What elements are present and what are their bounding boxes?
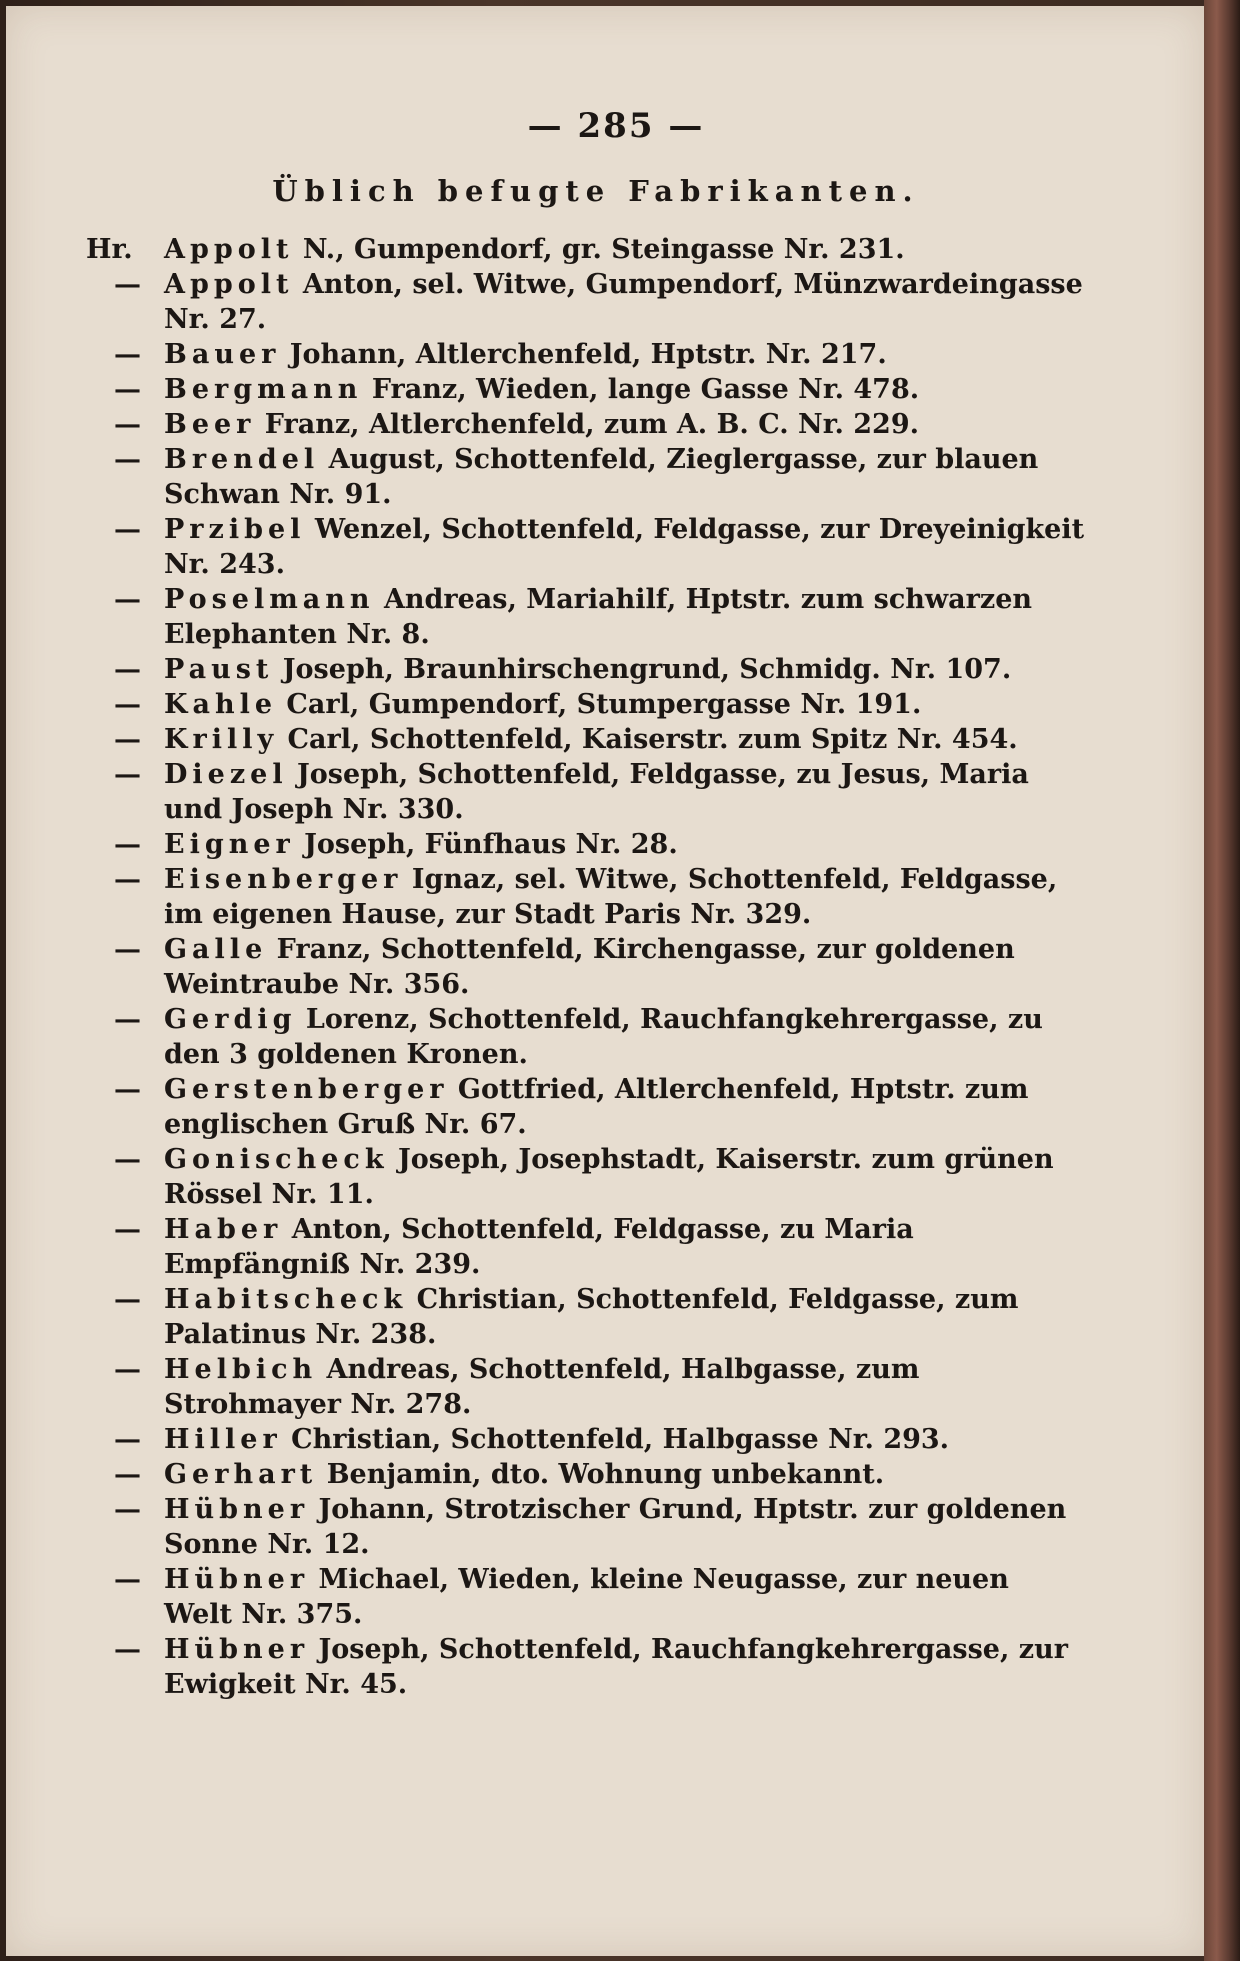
entry-prefix: —	[114, 1354, 141, 1385]
page-content	[86, 106, 1086, 1702]
directory-entry-list	[86, 232, 1086, 1702]
entry-prefix: —	[114, 584, 141, 615]
entry-details: Carl, Gumpendorf, Stumpergasse Nr. 191.	[277, 689, 922, 720]
entry-details: Gottfried, Altlerchenfeld, Hptstr. zum englischen Gruß Nr. 67.	[164, 1074, 1029, 1140]
book-page-edge	[1204, 0, 1240, 1961]
directory-entry	[86, 407, 1086, 442]
directory-entry	[86, 932, 1086, 1002]
entry-surname: Appolt	[164, 234, 294, 265]
entry-prefix: —	[114, 1074, 141, 1105]
entry-prefix: —	[114, 934, 141, 965]
entry-surname: Poselmann	[164, 584, 375, 615]
entry-prefix: —	[114, 654, 141, 685]
directory-entry	[86, 652, 1086, 687]
directory-entry	[86, 1422, 1086, 1457]
entry-details: Andreas, Mariahilf, Hptstr. zum schwarzen Elephanten Nr. 8.	[164, 584, 1033, 650]
entry-prefix: —	[114, 1004, 141, 1035]
entry-prefix: —	[114, 339, 141, 370]
entry-details: Joseph, Fünfhaus Nr. 28.	[294, 829, 678, 860]
entry-details: Joseph, Schottenfeld, Rauchfangkehrergasse, zur Ewigkeit Nr. 45.	[164, 1634, 1068, 1700]
page-number: — 285 —	[527, 106, 705, 146]
directory-entry	[86, 1632, 1086, 1702]
entry-surname: Beer	[164, 409, 256, 440]
entry-prefix: —	[114, 514, 141, 545]
entry-surname: Helbich	[164, 1354, 318, 1385]
entry-prefix: —	[114, 1564, 141, 1595]
directory-entry	[86, 267, 1086, 337]
entry-surname: Gonischeck	[164, 1144, 389, 1175]
entry-details: Anton, Schottenfeld, Feldgasse, zu Maria Empfängniß Nr. 239.	[164, 1214, 914, 1280]
entry-details: Anton, sel. Witwe, Gumpendorf, Münzwardeingasse Nr. 27.	[164, 269, 1083, 335]
entry-surname: Krilly	[164, 724, 279, 755]
entry-details: Joseph, Schottenfeld, Feldgasse, zu Jesus, Maria und Joseph Nr. 330.	[164, 759, 1029, 825]
directory-entry	[86, 337, 1086, 372]
entry-surname: Paust	[164, 654, 274, 685]
entry-surname: Gerhart	[164, 1459, 318, 1490]
entry-prefix: —	[114, 1634, 141, 1665]
directory-entry	[86, 442, 1086, 512]
entry-details: Michael, Wieden, kleine Neugasse, zur neuen Welt Nr. 375.	[164, 1564, 1009, 1630]
entry-details: Benjamin, dto. Wohnung unbekannt.	[317, 1459, 885, 1490]
directory-entry	[86, 722, 1086, 757]
entry-prefix: —	[114, 374, 141, 405]
entry-prefix: —	[114, 1494, 141, 1525]
entry-prefix: —	[114, 829, 141, 860]
entry-surname: Gerdig	[164, 1004, 297, 1035]
directory-entry	[86, 582, 1086, 652]
entry-surname: Eisenberger	[164, 864, 403, 895]
entry-prefix: —	[114, 1424, 141, 1455]
directory-entry	[86, 1142, 1086, 1212]
directory-entry	[86, 1072, 1086, 1142]
directory-entry	[86, 372, 1086, 407]
entry-details: Franz, Wieden, lange Gasse Nr. 478.	[362, 374, 920, 405]
entry-details: Joseph, Braunhirschengrund, Schmidg. Nr. 107.	[273, 654, 1012, 685]
entry-surname: Bergmann	[164, 374, 363, 405]
entry-prefix: —	[114, 269, 141, 300]
directory-entry	[86, 1352, 1086, 1422]
entry-surname: Hiller	[164, 1424, 282, 1455]
entry-surname: Hübner	[164, 1494, 310, 1525]
entry-surname: Hübner	[164, 1634, 310, 1665]
entry-details: Christian, Schottenfeld, Feldgasse, zum Palatinus Nr. 238.	[164, 1284, 1019, 1350]
directory-entry	[86, 1002, 1086, 1072]
entry-details: Ignaz, sel. Witwe, Schottenfeld, Feldgasse, im eigenen Hause, zur Stadt Paris Nr. 329.	[164, 864, 1058, 930]
entry-prefix: Hr.	[86, 234, 133, 265]
entry-surname: Przibel	[164, 514, 306, 545]
entry-surname: Bauer	[164, 339, 281, 370]
entry-prefix: —	[114, 1214, 141, 1245]
entry-prefix: —	[114, 724, 141, 755]
directory-entry	[86, 1457, 1086, 1492]
entry-prefix: —	[114, 409, 141, 440]
entry-details: Franz, Schottenfeld, Kirchengasse, zur goldenen Weintraube Nr. 356.	[164, 934, 1015, 1000]
directory-entry	[86, 862, 1086, 932]
entry-prefix: —	[114, 1284, 141, 1315]
directory-entry	[86, 1282, 1086, 1352]
entry-details: Carl, Schottenfeld, Kaiserstr. zum Spitz Nr. 454.	[278, 724, 1018, 755]
book-page	[6, 6, 1204, 1956]
entry-surname: Brendel	[164, 444, 320, 475]
entry-details: Johann, Strotzischer Grund, Hptstr. zur goldenen Sonne Nr. 12.	[164, 1494, 1067, 1560]
entry-prefix: —	[114, 444, 141, 475]
directory-entry	[86, 1562, 1086, 1632]
directory-entry	[86, 232, 1086, 267]
entry-surname: Appolt	[164, 269, 294, 300]
entry-surname: Habitscheck	[164, 1284, 408, 1315]
entry-details: Lorenz, Schottenfeld, Rauchfangkehrergasse, zu den 3 goldenen Kronen.	[164, 1004, 1043, 1070]
directory-entry	[86, 687, 1086, 722]
directory-entry	[86, 512, 1086, 582]
entry-surname: Gerstenberger	[164, 1074, 449, 1105]
directory-entry	[86, 827, 1086, 862]
entry-details: Andreas, Schottenfeld, Halbgasse, zum Strohmayer Nr. 278.	[164, 1354, 920, 1420]
entry-surname: Kahle	[164, 689, 278, 720]
directory-entry	[86, 1212, 1086, 1282]
entry-prefix: —	[114, 1459, 141, 1490]
entry-prefix: —	[114, 864, 141, 895]
entry-prefix: —	[114, 1144, 141, 1175]
entry-details: N., Gumpendorf, gr. Steingasse Nr. 231.	[293, 234, 905, 265]
directory-entry	[86, 1492, 1086, 1562]
entry-surname: Eigner	[164, 829, 295, 860]
entry-prefix: —	[114, 759, 141, 790]
entry-details: Franz, Altlerchenfeld, zum A. B. C. Nr. 229.	[255, 409, 920, 440]
entry-details: Christian, Schottenfeld, Halbgasse Nr. 293.	[281, 1424, 950, 1455]
entry-details: Wenzel, Schottenfeld, Feldgasse, zur Dreyeinigkeit Nr. 243.	[164, 514, 1085, 580]
directory-entry	[86, 757, 1086, 827]
section-heading: Üblich befugte Fabrikanten.	[272, 174, 920, 208]
entry-surname: Diezel	[164, 759, 288, 790]
entry-details: Johann, Altlerchenfeld, Hptstr. Nr. 217.	[280, 339, 887, 370]
entry-surname: Haber	[164, 1214, 283, 1245]
entry-details: August, Schottenfeld, Zieglergasse, zur blauen Schwan Nr. 91.	[164, 444, 1039, 510]
entry-prefix: —	[114, 689, 141, 720]
entry-details: Joseph, Josephstadt, Kaiserstr. zum grünen Rössel Nr. 11.	[164, 1144, 1054, 1210]
entry-surname: Hübner	[164, 1564, 310, 1595]
entry-surname: Galle	[164, 934, 268, 965]
